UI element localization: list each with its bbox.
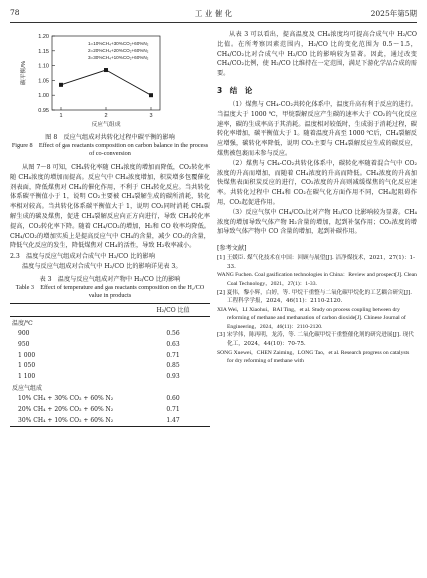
table-row: 1 000 0.71 (18, 351, 180, 359)
body-paragraph: 从图 7～8 可知，CH₄转化率随 CH₄浓度的增加而降低，CO₂转化率随 CH₄浓度的增加而提高。反应气中 CH₄浓度增加，积炭增多包覆催化剂表面，降低煤焦对 CH₄的催化作用，不利于 CH₄转化反应。当共转化体系碳平衡值小于 1，说明 CO₂主要被 CH₄裂解生成的碳所消耗，转化率相对较高。当共转化体系碳平衡值大于 1，说明 CO₂同时消耗 CH₄裂解生成的碳及煤焦，促进 CH₄裂解反应向正方向进行，导致 CH₄转化率提高，CO₂转化率下降。随着 CH₄/CO₂的增加，H₂和 CO 收率均降低。CH₄/CO₂的增加实质上是提高反应气中 CH₄的含量，减少 CO₂的含量，降低气化反应的发生，降低煤焦对 CH₄的活性，导致 H₂收率减小。 (10, 164, 210, 250)
table-row: 30% CH₄ + 10% CO₂ + 60% N₂ 1.47 (10, 415, 210, 426)
body-paragraph: 从表 3 可以看出，提高温度及 CH₄浓度均可提高合成气中 H₂/CO 比值。在所考察因素范围内，H₂/CO 比的变化范围为 0.5～1.5，CH₄/CO₂比对合成气中 H₂/CO 比的影响较为显著。因此，通过改变 CH₄/CO₂比例，使 H₂/CO 比维持在一定范围，满足下游化学品合成的需要。 (217, 31, 417, 78)
reference-item: SONG Xuewei，CHEN Zaiming，LONG Tao，et al. Research progress on catalysts for dry reforming of methane with (217, 349, 410, 365)
table-header-value: H₂/CO 比值 (156, 307, 190, 315)
figure-8-chart (10, 30, 210, 130)
y-tick-label: 1.10 (38, 63, 49, 70)
page-header (10, 8, 417, 22)
issue-label: 2025年第5期 (370, 9, 417, 18)
table-row: 900 0.56 (18, 330, 180, 338)
reference-list (217, 254, 417, 366)
table-3 (10, 303, 210, 427)
table-row: 950 0.63 (18, 340, 180, 348)
journal-name: 工 业 催 化 (194, 9, 233, 18)
reference-item: [3] 宋学伟，陈再明，龙涛，等. 二氧化碳甲烷干重整催化剂的研究进展[J]. 现代化工，2024，44(10)：70-75. (217, 332, 414, 348)
y-tick-label: 0.95 (38, 108, 49, 114)
left-column (10, 30, 210, 427)
header-rule (10, 22, 417, 23)
y-tick-label: 1.15 (38, 48, 49, 55)
table-group-label: 温度/℃ (12, 319, 33, 327)
x-tick-label: 3 (149, 113, 153, 119)
reference-item: [2] 夏伟，黎小辉，白婷，等. 甲烷干重整与二氧化碳甲烷化的工艺耦合研究[J]. 工程科学学报，2024，46(11)：2110-2120. (217, 289, 413, 305)
right-column (217, 30, 417, 366)
x-tick-label: 1 (59, 113, 63, 119)
references-heading: [参考文献] (217, 245, 247, 253)
series-line (61, 70, 151, 95)
table-row: 1 100 0.93 (18, 373, 180, 381)
subsection-heading: 2.3 温度与反应气组成对合成气中 H₂/CO 比的影响 (10, 253, 155, 261)
legend-entry: 3=30%CH₄+10%CO₂+60%N₂ (88, 55, 149, 60)
reference-item: XIA Wei，LI Xiaohui，BAI Ting，et al. Study on process coupling between dry reforming of methane and methanation of carbon dioxide[J]. Chinese Journal of Engineering，2024，46(11)：2110-2120. (217, 306, 406, 330)
x-tick-label: 2 (104, 113, 108, 119)
section-heading-conclusion: 3 结 论 (217, 85, 253, 95)
table-row: 10% CH₄ + 30% CO₂ + 60% N₂ 0.60 (18, 395, 180, 403)
table-group-row (10, 382, 210, 393)
table-header-row (10, 303, 210, 316)
table-row: 20% CH₄ + 20% CO₂ + 60% N₂ 0.71 (18, 405, 180, 413)
figure-8-caption-cn: 图 8 反应气组成对共转化过程中碳平衡的影响 (45, 134, 175, 141)
page-number: 78 (10, 8, 20, 17)
reference-item: WANG Fuchen. Coal gasification technologies in China：Review and prospect[J]. Clean Coal Technology，2021，27(1)：1-33. (217, 272, 417, 287)
y-tick-label: 1.20 (38, 34, 49, 40)
y-tick-label: 1.00 (38, 93, 49, 100)
table-header-blank (10, 303, 136, 316)
y-axis-label: 碳平衡/% (21, 60, 27, 86)
x-axis-label: 反应气组成 (91, 122, 121, 128)
table-3-caption-cn: 表 3 温度与反应气组成对产物中 H₂/CO 比的影响 (39, 275, 181, 283)
reference-item: [1] 王媛臣. 煤气化技术在中国：回顾与展望[J]. 洁净煤技术，2021，27(1)：1-33. (217, 255, 415, 270)
data-point (149, 93, 153, 97)
legend-entry: 2=20%CH₄+20%CO₂+60%N₂ (88, 48, 149, 53)
data-point (104, 68, 108, 72)
table-group-row (10, 316, 210, 328)
table-row: 1 050 0.85 (18, 362, 180, 370)
data-point (59, 83, 63, 87)
legend-entry: 1=10%CH₄+30%CO₂+60%N₂ (88, 41, 149, 46)
body-paragraph: 温度与反应气组成对合成气中 H₂/CO 比的影响详见表 3。 (22, 262, 182, 270)
conclusion-item-2: （2）煤焦与 CH₄-CO₂共转化体系中，碳转化率随着混合气中 CO₂浓度的升高而增加，而随着 CH₄浓度的升高而降低。CH₄浓度的升高加快煤焦表面积炭反应的进行，CO₂浓度的升高则减缓煤焦的气化反应速率。共转化过程中 CH₄和 CO₂在碳气化方面作用不同，CH₄起阻碍作用，CO₂起促进作用。 (217, 159, 417, 206)
y-tick-label: 1.05 (38, 78, 49, 85)
table-group-label: 反应气组成 (12, 385, 43, 393)
figure-8-caption-en: Figure 8 Effect of gas reactants composition on carbon balance in the process of co-conversion (11, 142, 209, 157)
table-3-caption-en: Table 3 Effect of temperature and gas reactants composition on the H₂/CO value in products (15, 283, 205, 299)
conclusion-item-3: （3）反应气氛中 CH₄/CO₂比对产物 H₂/CO 比影响较为显著。CH₄浓度的增加导致气体产物 H₂含量的增加，起到补氢作用；CO₂浓度的增加导致气体产物中 CO 含量的增加，起到补碳作用。 (217, 208, 417, 236)
conclusion-item-1: （1）煤焦与 CH₄-CO₂共转化体系中，温度升高有利于反应的进行。当温度大于 1000 ℃，甲烷裂解反应产生碳的速率大于 CO₂的气化反应速率，碳的生成率高于其消耗。温度相对较低时，生成弱于消耗过程，碳转化率增加，碳平衡值大于 1。随着温度升高至 1000 ℃后，CH₄裂解反应增强，碳转化率降低，说明 CO₂主要与 CH₄裂解反应生成的碳反应，煤焦被包裹而未参与反应。 (217, 100, 417, 157)
